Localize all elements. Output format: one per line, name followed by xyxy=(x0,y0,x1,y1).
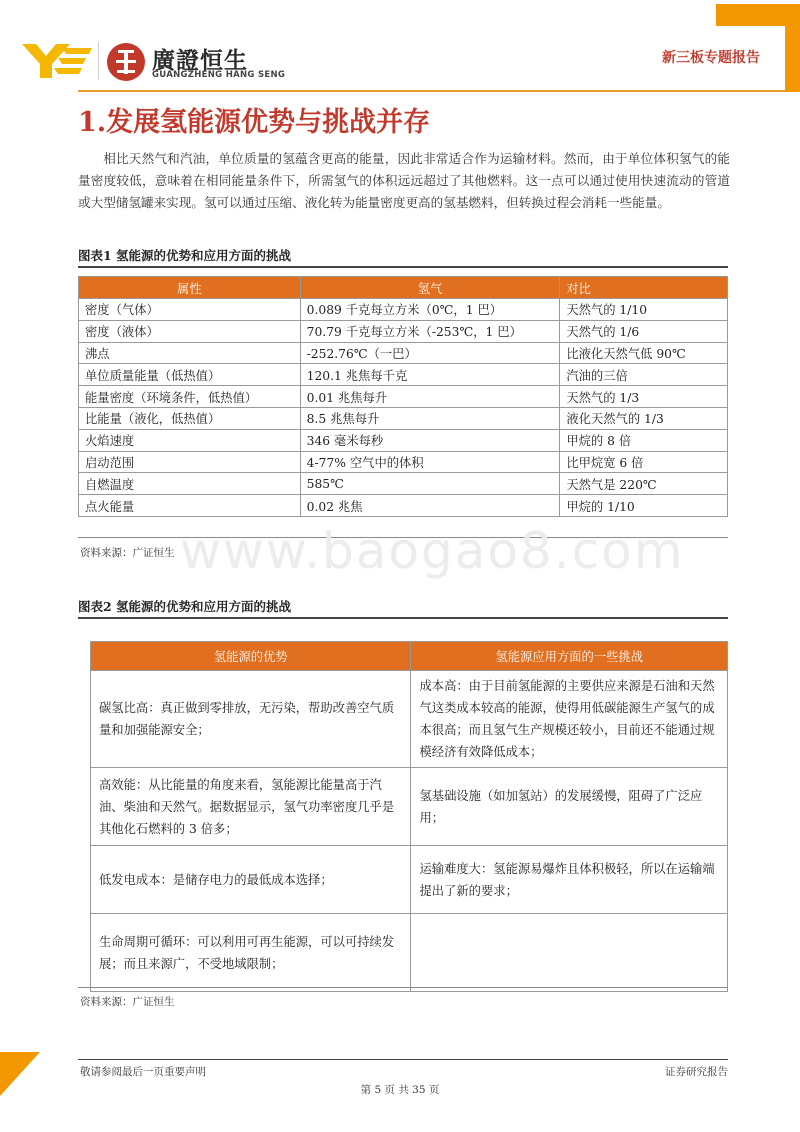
table-cell: 单位质量能量（低热值） xyxy=(79,364,301,386)
column-header: 氢气 xyxy=(300,277,560,299)
logo-divider xyxy=(98,42,99,80)
table-row xyxy=(91,914,728,992)
table-cell: 密度（气体） xyxy=(79,299,301,321)
table-cell: 585℃ xyxy=(300,473,560,495)
table-cell: 火焰速度 xyxy=(79,429,301,451)
table-cell: 天然气的 1/6 xyxy=(560,320,728,342)
table-row xyxy=(91,671,728,768)
table-cell: 启动范围 xyxy=(79,451,301,473)
section-title: 1.发展氢能源优势与挑战并存 xyxy=(78,107,431,138)
table-cell: 密度（液体） xyxy=(79,320,301,342)
table-cell: 比能量（液化，低热值） xyxy=(79,407,301,429)
table-cell: 天然气的 1/10 xyxy=(560,299,728,321)
footer-report-label: 证券研究报告 xyxy=(665,1066,728,1078)
report-type-label: 新三板专题报告 xyxy=(662,50,760,66)
table-cell: 生命周期可循环：可以利用可再生能源，可以可持续发展；而且来源广，不受地域限制； xyxy=(91,914,411,992)
table-cell: 346 毫米每秒 xyxy=(300,429,560,451)
company-name: 廣證恒生 xyxy=(152,48,248,74)
table-cell: 氢基础设施（如加氢站）的发展缓慢，阻碍了广泛应用； xyxy=(411,768,728,846)
company-seal-icon xyxy=(106,42,146,82)
table-row xyxy=(79,495,728,517)
table-cell: 甲烷的 8 倍 xyxy=(560,429,728,451)
figure2-source: 资料来源：广证恒生 xyxy=(80,996,175,1008)
header-orange-strip xyxy=(716,4,800,26)
figure1-top-rule xyxy=(78,266,728,268)
table-cell: 70.79 千克每立方米（-253℃，1 巴） xyxy=(300,320,560,342)
table-cell: 0.089 千克每立方米（0℃，1 巴） xyxy=(300,299,560,321)
table-cell: 自燃温度 xyxy=(79,473,301,495)
table-row xyxy=(79,320,728,342)
table-row xyxy=(79,364,728,386)
column-header: 对比 xyxy=(560,277,728,299)
side-orange-strip xyxy=(785,26,800,92)
table-cell: -252.76℃（一巴） xyxy=(300,342,560,364)
table-cell: 比甲烷宽 6 倍 xyxy=(560,451,728,473)
table-cell: 低发电成本：是储存电力的最低成本选择； xyxy=(91,846,411,914)
table-cell: 0.01 兆焦每升 xyxy=(300,386,560,408)
figure2-bottom-rule xyxy=(78,987,728,988)
ye-logo-icon xyxy=(22,40,92,80)
column-header: 属性 xyxy=(79,277,301,299)
table-cell: 天然气是 220℃ xyxy=(560,473,728,495)
table-cell: 8.5 兆焦每升 xyxy=(300,407,560,429)
table-row xyxy=(91,846,728,914)
table-cell: 甲烷的 1/10 xyxy=(560,495,728,517)
table-cell: 成本高：由于目前氢能源的主要供应来源是石油和天然气这类成本较高的能源，使得用低碳能源生产氢气的成本很高；而且氢气生产规模还较小，目前还不能通过规模经济有效降低成本； xyxy=(411,671,728,768)
table-row xyxy=(79,429,728,451)
table-row xyxy=(79,407,728,429)
company-subtitle: GUANGZHENG HANG SENG xyxy=(152,70,286,80)
table-row xyxy=(79,299,728,321)
table-cell: 沸点 xyxy=(79,342,301,364)
figure2-top-rule xyxy=(78,617,728,619)
table-header-row xyxy=(79,277,728,299)
figure1-caption: 图表1 氢能源的优势和应用方面的挑战 xyxy=(78,248,292,263)
hydrogen-properties-table xyxy=(78,276,728,517)
table-row xyxy=(91,768,728,846)
footer-disclaimer: 敬请参阅最后一页重要声明 xyxy=(80,1066,206,1078)
table-cell: 能量密度（环境条件，低热值） xyxy=(79,386,301,408)
footer-divider xyxy=(78,1059,728,1060)
table-cell: 碳氢比高：真正做到零排放，无污染，帮助改善空气质量和加强能源安全； xyxy=(91,671,411,768)
table-cell: 天然气的 1/3 xyxy=(560,386,728,408)
table-row xyxy=(79,386,728,408)
table-header-row xyxy=(91,642,728,671)
table-cell: 点火能量 xyxy=(79,495,301,517)
header-divider xyxy=(78,90,785,92)
table-cell: 液化天然气的 1/3 xyxy=(560,407,728,429)
table-cell: 120.1 兆焦每千克 xyxy=(300,364,560,386)
advantages-challenges-table xyxy=(90,641,728,992)
table-row xyxy=(79,342,728,364)
column-header: 氢能源应用方面的一些挑战 xyxy=(411,642,728,671)
watermark: www.baogao8.com xyxy=(180,522,685,580)
table-row xyxy=(79,473,728,495)
column-header: 氢能源的优势 xyxy=(91,642,411,671)
table-cell xyxy=(411,914,728,992)
table-cell: 4-77% 空气中的体积 xyxy=(300,451,560,473)
table-cell: 比液化天然气低 90℃ xyxy=(560,342,728,364)
table-row xyxy=(79,451,728,473)
figure1-source: 资料来源：广证恒生 xyxy=(80,547,175,559)
page-number: 第 5 页 共 35 页 xyxy=(360,1084,440,1096)
table-cell: 0.02 兆焦 xyxy=(300,495,560,517)
figure2-caption: 图表2 氢能源的优势和应用方面的挑战 xyxy=(78,599,292,614)
table-cell: 运输难度大：氢能源易爆炸且体积极轻，所以在运输端提出了新的要求； xyxy=(411,846,728,914)
table-cell: 汽油的三倍 xyxy=(560,364,728,386)
intro-paragraph: 相比天然气和汽油，单位质量的氢蕴含更高的能量，因此非常适合作为运输材料。然而，由于单位体积氢气的能量密度较低，意味着在相同能量条件下，所需氢气的体积远远超过了其他燃料。这一点可以通过使用快速流动的管道或大型储氢罐来实现。氢可以通过压缩、液化转为能量密度更高的氢基燃料，但转换过程会消耗一些能量。 xyxy=(78,151,730,210)
table-cell: 高效能：从比能量的角度来看，氢能源比能量高于汽油、柴油和天然气。据数据显示，氢气功率密度几乎是其他化石燃料的 3 倍多； xyxy=(91,768,411,846)
